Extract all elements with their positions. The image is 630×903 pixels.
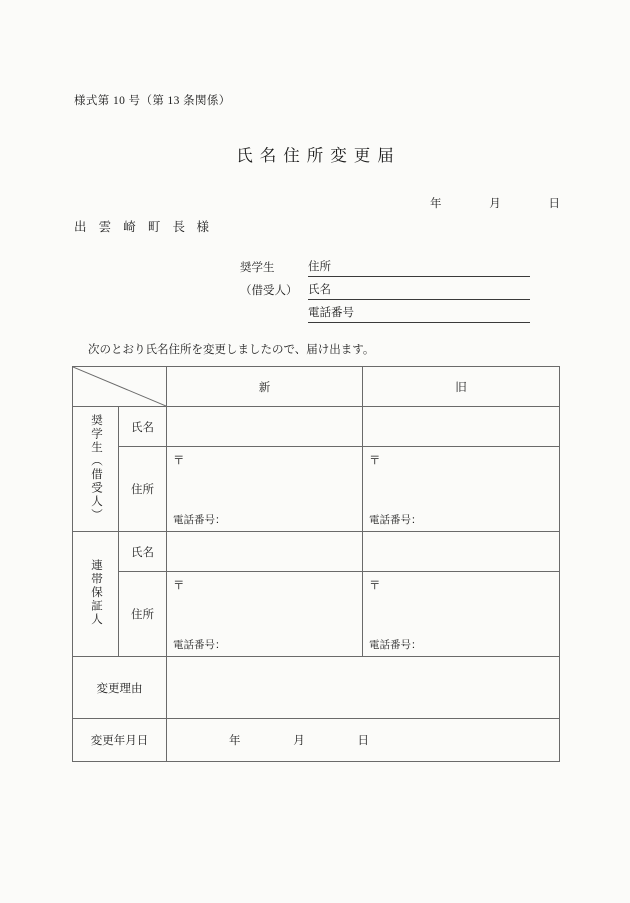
student-name-old-cell[interactable] <box>363 407 560 447</box>
change-date-month-label: 月 <box>293 735 305 747</box>
student-address-new-cell[interactable] <box>167 447 363 532</box>
diagonal-line-icon <box>73 367 166 406</box>
table-row <box>73 447 560 532</box>
tel-label: 電話番号： <box>369 640 422 651</box>
change-date-year-label: 年 <box>229 735 241 747</box>
applicant-name-row <box>240 277 530 300</box>
addressee-name: 出 雲 崎 町 長 <box>74 220 190 234</box>
postal-mark-icon: 〒 <box>369 580 381 592</box>
student-address-old-cell[interactable] <box>363 447 560 532</box>
row-label-change-reason: 変更理由 <box>73 657 167 719</box>
row-label-name: 氏名 <box>119 532 167 572</box>
statement-text: 次のとおり氏名住所を変更しましたので、届け出ます。 <box>88 344 375 356</box>
addressee <box>74 217 209 235</box>
row-label-address: 住所 <box>119 572 167 657</box>
date-day-label: 日 <box>548 198 560 210</box>
applicant-address-label: 住所 <box>308 261 331 273</box>
postal-mark-icon: 〒 <box>173 455 185 467</box>
applicant-role-line2: （借受人） <box>240 285 298 297</box>
applicant-name-field[interactable] <box>308 281 530 300</box>
change-date-day-label: 日 <box>357 735 369 747</box>
applicant-address-row <box>240 254 530 277</box>
change-date-cell[interactable] <box>167 719 560 762</box>
applicant-tel-field[interactable] <box>308 304 530 323</box>
group-label-joint-guarantor <box>73 532 119 657</box>
table-row <box>73 719 560 762</box>
applicant-name-label: 氏名 <box>308 284 331 296</box>
table-row <box>73 572 560 657</box>
row-label-change-date: 変更年月日 <box>73 719 167 762</box>
addressee-honorific: 様 <box>196 220 210 234</box>
diagonal-corner-cell <box>73 367 167 407</box>
applicant-tel-row <box>240 300 530 323</box>
row-label-address: 住所 <box>119 447 167 532</box>
date-month-label: 月 <box>489 198 501 210</box>
table-row <box>73 657 560 719</box>
table-row <box>73 532 560 572</box>
postal-mark-icon: 〒 <box>173 580 185 592</box>
change-date-parts <box>229 732 369 748</box>
guarantor-address-new-cell[interactable] <box>167 572 363 657</box>
tel-label: 電話番号： <box>173 515 226 526</box>
table-header-row <box>73 367 560 407</box>
group-label-text: 奨学生（借受人） <box>89 413 102 522</box>
applicant-spacer <box>240 321 308 323</box>
group-label-scholarship-student <box>73 407 119 532</box>
change-reason-cell[interactable] <box>167 657 560 719</box>
date-year-label: 年 <box>430 198 442 210</box>
tel-label: 電話番号： <box>369 515 422 526</box>
group-label-text: 連帯保証人 <box>89 558 102 627</box>
guarantor-name-new-cell[interactable] <box>167 532 363 572</box>
submission-date-line <box>430 195 560 211</box>
guarantor-address-old-cell[interactable] <box>363 572 560 657</box>
change-details-table <box>72 366 560 762</box>
guarantor-name-old-cell[interactable] <box>363 532 560 572</box>
page-title: 氏名住所変更届 <box>236 146 401 165</box>
form-code: 様式第 10 号（第 13 条関係） <box>74 95 231 107</box>
applicant-role-line1: 奨学生 <box>240 262 275 274</box>
postal-mark-icon: 〒 <box>369 455 381 467</box>
applicant-block <box>240 254 530 323</box>
column-header-new: 新 <box>167 367 363 407</box>
table-row <box>73 407 560 447</box>
tel-label: 電話番号： <box>173 640 226 651</box>
applicant-tel-label: 電話番号 <box>308 307 354 319</box>
column-header-old: 旧 <box>363 367 560 407</box>
applicant-address-field[interactable] <box>308 258 530 277</box>
row-label-name: 氏名 <box>119 407 167 447</box>
student-name-new-cell[interactable] <box>167 407 363 447</box>
